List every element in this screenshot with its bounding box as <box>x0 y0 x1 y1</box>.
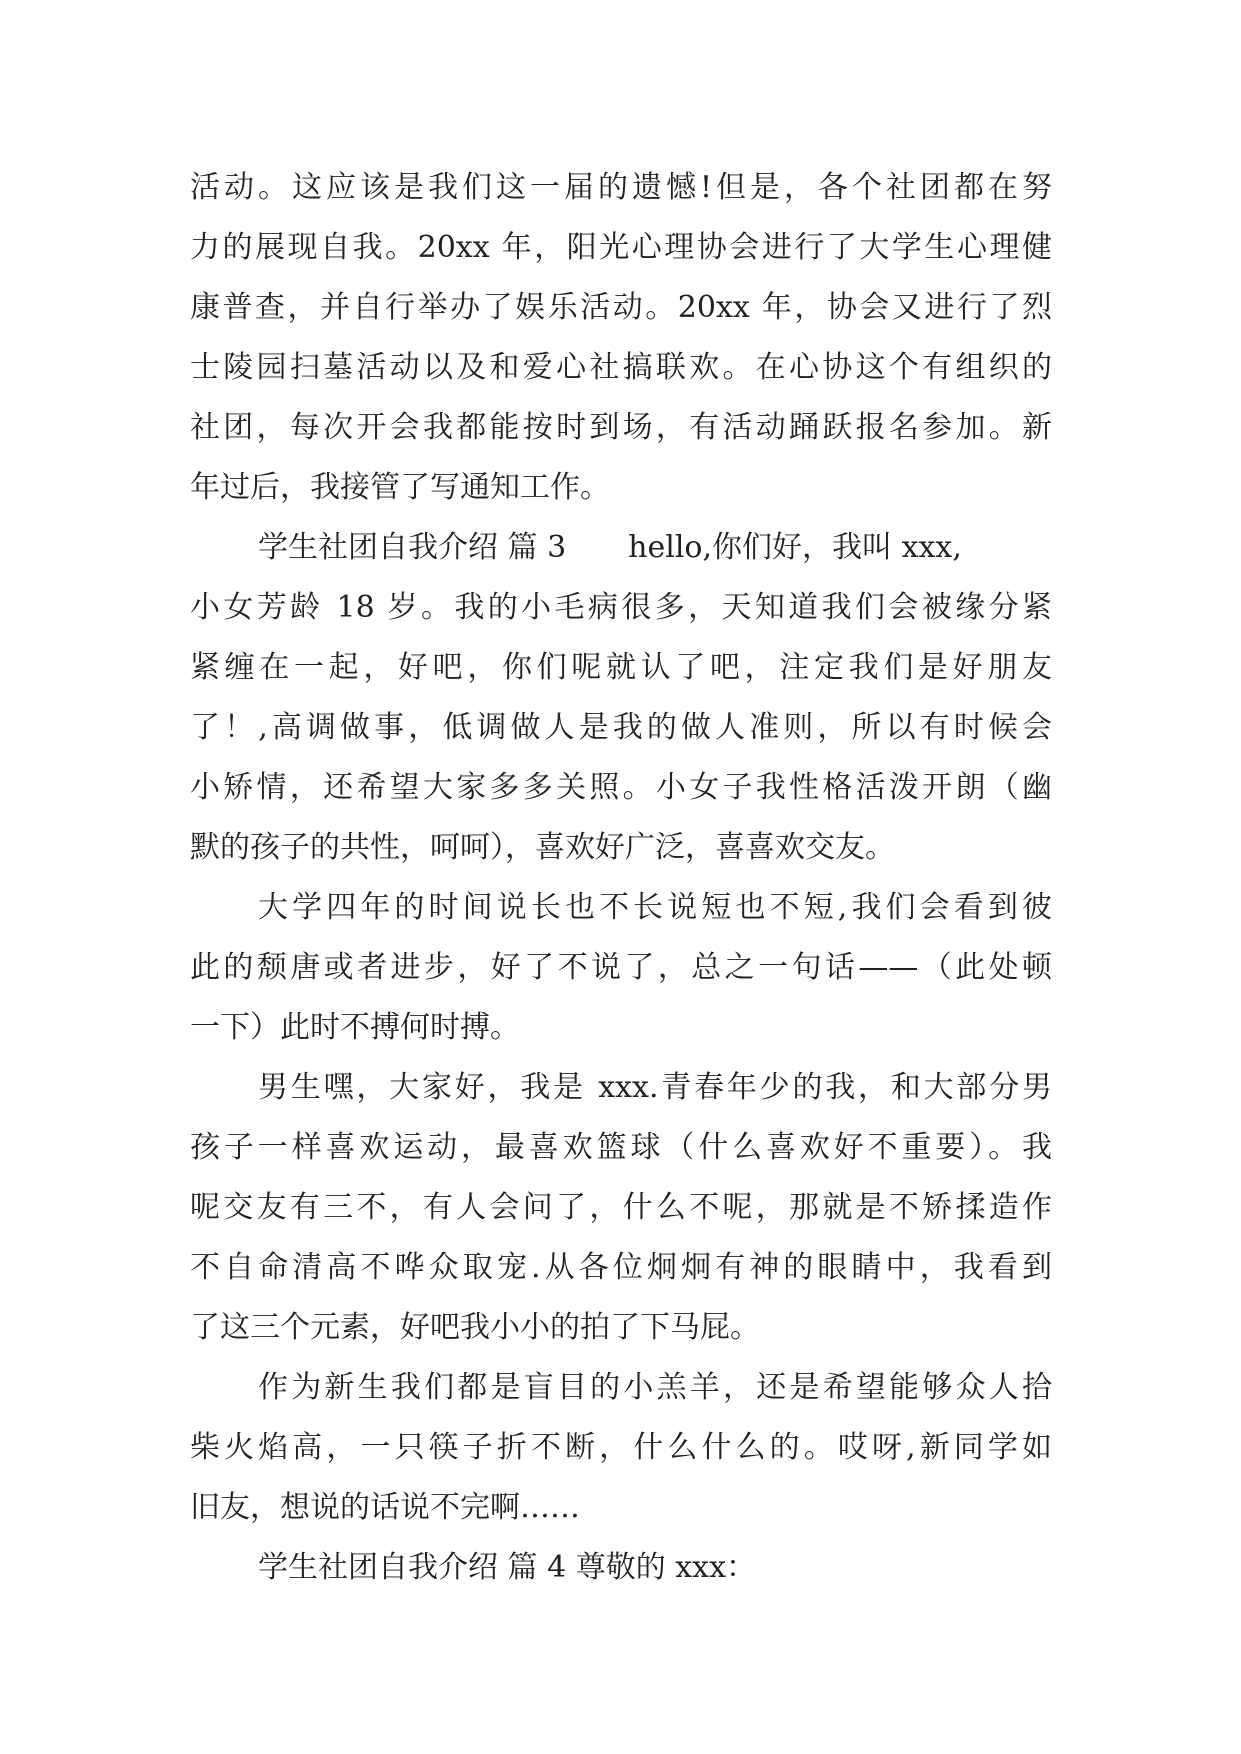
text-line: 此的颓唐或者进步，好了不说了，总之一句话——（此处顿 <box>190 950 1052 985</box>
document-body <box>190 158 1052 1598</box>
text-line: 呢交友有三不，有人会问了，什么不呢，那就是不矫揉造作 <box>190 1190 1052 1225</box>
text-line: 社团，每次开会我都能按时到场，有活动踊跃报名参加。新 <box>190 410 1052 445</box>
section-heading: 学生社团自我介绍 篇 4 尊敬的 xxx： <box>258 1550 756 1585</box>
text-line: 一下）此时不搏何时搏。 <box>190 1010 520 1045</box>
paragraph-5 <box>190 1358 1052 1538</box>
text-line: 孩子一样喜欢运动，最喜欢篮球（什么喜欢好不重要）。我 <box>190 1130 1052 1165</box>
text-line: 了这三个元素，好吧我小小的拍了下马屁。 <box>190 1310 760 1345</box>
text-line: 默的孩子的共性，呵呵），喜欢好广泛，喜喜欢交友。 <box>190 830 895 865</box>
text-line: 了！,高调做事，低调做人是我的做人准则，所以有时候会 <box>190 710 1052 745</box>
paragraph-1 <box>190 158 1052 518</box>
text-line: 柴火焰高，一只筷子折不断，什么什么的。哎呀,新同学如 <box>190 1430 1052 1465</box>
text-line: 力的展现自我。20xx 年，阳光心理协会进行了大学生心理健 <box>190 230 1052 265</box>
text-line: 大学四年的时间说长也不长说短也不短,我们会看到彼 <box>258 890 1052 925</box>
text-line: 士陵园扫墓活动以及和爱心社搞联欢。在心协这个有组织的 <box>190 350 1052 385</box>
section-heading: 学生社团自我介绍 篇 3 <box>258 530 567 565</box>
text-line: 活动。这应该是我们这一届的遗憾!但是，各个社团都在努 <box>190 170 1052 205</box>
text-line: 康普查，并自行举办了娱乐活动。20xx 年，协会又进行了烈 <box>190 290 1052 325</box>
paragraph-4 <box>190 1058 1052 1358</box>
section-heading-line <box>190 518 1052 578</box>
paragraph-3 <box>190 878 1052 1058</box>
text-line: 年过后，我接管了写通知工作。 <box>190 470 610 505</box>
paragraph-2 <box>190 518 1052 878</box>
text-line: 不自命清高不哗众取宠.从各位炯炯有神的眼睛中，我看到 <box>190 1250 1052 1285</box>
text-line: 紧缠在一起，好吧，你们呢就认了吧，注定我们是好朋友 <box>190 650 1052 685</box>
paragraph-6 <box>190 1538 1052 1598</box>
text-line: 小矫情，还希望大家多多关照。小女子我性格活泼开朗（幽 <box>190 770 1052 805</box>
heading-line-rest: hello,你们好，我叫 xxx, <box>628 530 962 565</box>
text-line: 小女芳龄 18 岁。我的小毛病很多，天知道我们会被缘分紧 <box>190 590 1052 625</box>
text-line: 男生嘿，大家好，我是 xxx.青春年少的我，和大部分男 <box>258 1070 1052 1105</box>
text-line: 旧友，想说的话说不完啊…… <box>190 1490 580 1525</box>
text-line: 作为新生我们都是盲目的小羔羊，还是希望能够众人拾 <box>258 1370 1052 1405</box>
